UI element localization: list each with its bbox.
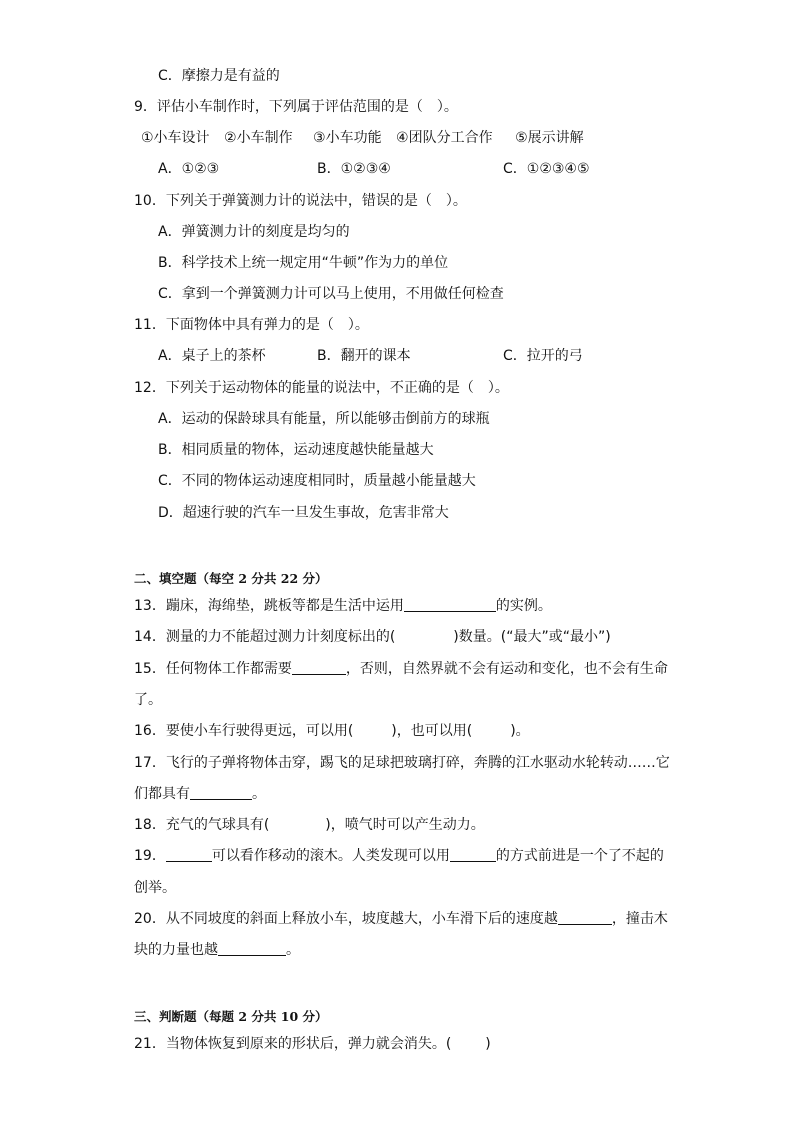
q11-option-b: B．翻开的课本 xyxy=(317,348,411,364)
q15-text-a: 15．任何物体工作都需要 xyxy=(134,661,292,677)
q9-option-a: A．①②③ xyxy=(158,161,220,177)
q19-text-c: 的方式前进是一个了不起的 xyxy=(495,848,664,864)
q9-option-c: C．①②③④⑤ xyxy=(503,161,590,177)
q9-item-4: ④团队分工合作 xyxy=(396,130,493,146)
q11-stem: 11．下面物体中具有弹力的是（ ）。 xyxy=(134,317,369,333)
q15-blank xyxy=(292,660,346,675)
q12-option-d: D．超速行驶的汽车一旦发生事故，危害非常大 xyxy=(158,505,449,521)
q14-text-b: )数量。(“最大”或“最小”) xyxy=(453,629,611,645)
q19 xyxy=(134,846,664,866)
q20-blank-1 xyxy=(558,910,612,925)
q12-option-c: C．不同的物体运动速度相同时，质量越小能量越大 xyxy=(158,473,476,489)
q20-text-b: ，撞击木 xyxy=(611,911,668,927)
q21-text-a: 21．当物体恢复到原来的形状后，弹力就会消失。( xyxy=(134,1036,452,1052)
q15-text-c: 了。 xyxy=(134,692,162,708)
q19-text-d: 创举。 xyxy=(134,880,176,896)
q9-item-5: ⑤展示讲解 xyxy=(515,130,584,146)
q8-option-c: C．摩擦力是有益的 xyxy=(158,68,280,84)
section-2-heading: 二、填空题（每空 2 分共 22 分） xyxy=(134,571,328,586)
q21-text-b: ) xyxy=(485,1036,491,1052)
q19-blank-2 xyxy=(450,847,496,862)
q18 xyxy=(134,815,485,835)
q20-blank-2 xyxy=(218,941,286,956)
q13-text-b: 的实例。 xyxy=(495,598,552,614)
q16-text-a: 16．要使小车行驶得更远，可以用( xyxy=(134,723,354,739)
q19-text-b: 可以看作移动的滚木。人类发现可以用 xyxy=(211,848,450,864)
q13-text-a: 13．蹦床，海绵垫，跳板等都是生活中运用 xyxy=(134,598,404,614)
q10-stem: 10．下列关于弹簧测力计的说法中，错误的是（ ）。 xyxy=(134,193,467,209)
q17-text-b: 们都具有 xyxy=(134,786,190,802)
q19-blank-1 xyxy=(166,847,212,862)
q13 xyxy=(134,596,552,616)
q11-option-c: C．拉开的弓 xyxy=(503,348,583,364)
q16-text-b: )，也可以用( xyxy=(391,723,473,739)
q17-blank xyxy=(190,785,252,800)
section-3-heading: 三、判断题（每题 2 分共 10 分） xyxy=(134,1009,328,1024)
q10-option-a: A．弹簧测力计的刻度是均匀的 xyxy=(158,224,350,240)
q19-text-a: 19． xyxy=(134,848,166,864)
q10-option-b: B．科学技术上统一规定用“牛顿”作为力的单位 xyxy=(158,255,449,271)
q20-text-c: 块的力量也越 xyxy=(134,942,218,958)
q12-stem: 12．下列关于运动物体的能量的说法中，不正确的是（ ）。 xyxy=(134,380,509,396)
q9-item-3: ③小车功能 xyxy=(313,130,382,146)
q20 xyxy=(134,909,668,929)
q18-text-b: )，喷气时可以产生动力。 xyxy=(325,817,485,833)
q14-text-a: 14．测量的力不能超过测力计刻度标出的( xyxy=(134,629,396,645)
q20-text-a: 20．从不同坡度的斜面上释放小车，坡度越大，小车滑下后的速度越 xyxy=(134,911,558,927)
q17-line-2 xyxy=(134,784,266,804)
q20-text-d: 。 xyxy=(286,942,300,958)
q16 xyxy=(134,721,530,741)
q9-item-2: ②小车制作 xyxy=(224,130,293,146)
q15-text-b: ，否则，自然界就不会有运动和变化，也不会有生命 xyxy=(345,661,668,677)
q9-item-1: ①小车设计 xyxy=(141,130,210,146)
q15 xyxy=(134,659,668,679)
q14 xyxy=(134,627,611,647)
q12-option-a: A．运动的保龄球具有能量，所以能够击倒前方的球瓶 xyxy=(158,411,490,427)
q10-option-c: C．拿到一个弹簧测力计可以马上使用，不用做任何检查 xyxy=(158,286,504,302)
q11-option-a: A．桌子上的茶杯 xyxy=(158,348,266,364)
q9-stem: 9．评估小车制作时，下列属于评估范围的是（ ）。 xyxy=(134,99,458,115)
q16-text-c: )。 xyxy=(510,723,530,739)
q18-text-a: 18．充气的气球具有( xyxy=(134,817,270,833)
q12-option-b: B．相同质量的物体，运动速度越快能量越大 xyxy=(158,442,434,458)
q17-text-c: 。 xyxy=(252,786,266,802)
q9-items xyxy=(141,128,584,148)
q20-line-2 xyxy=(134,940,300,960)
q13-blank xyxy=(404,597,496,612)
q21 xyxy=(134,1034,491,1054)
q9-option-b: B．①②③④ xyxy=(317,161,391,177)
q17-text-a: 17．飞行的子弹将物体击穿，踢飞的足球把玻璃打碎，奔腾的江水驱动水轮转动……它 xyxy=(134,755,670,771)
